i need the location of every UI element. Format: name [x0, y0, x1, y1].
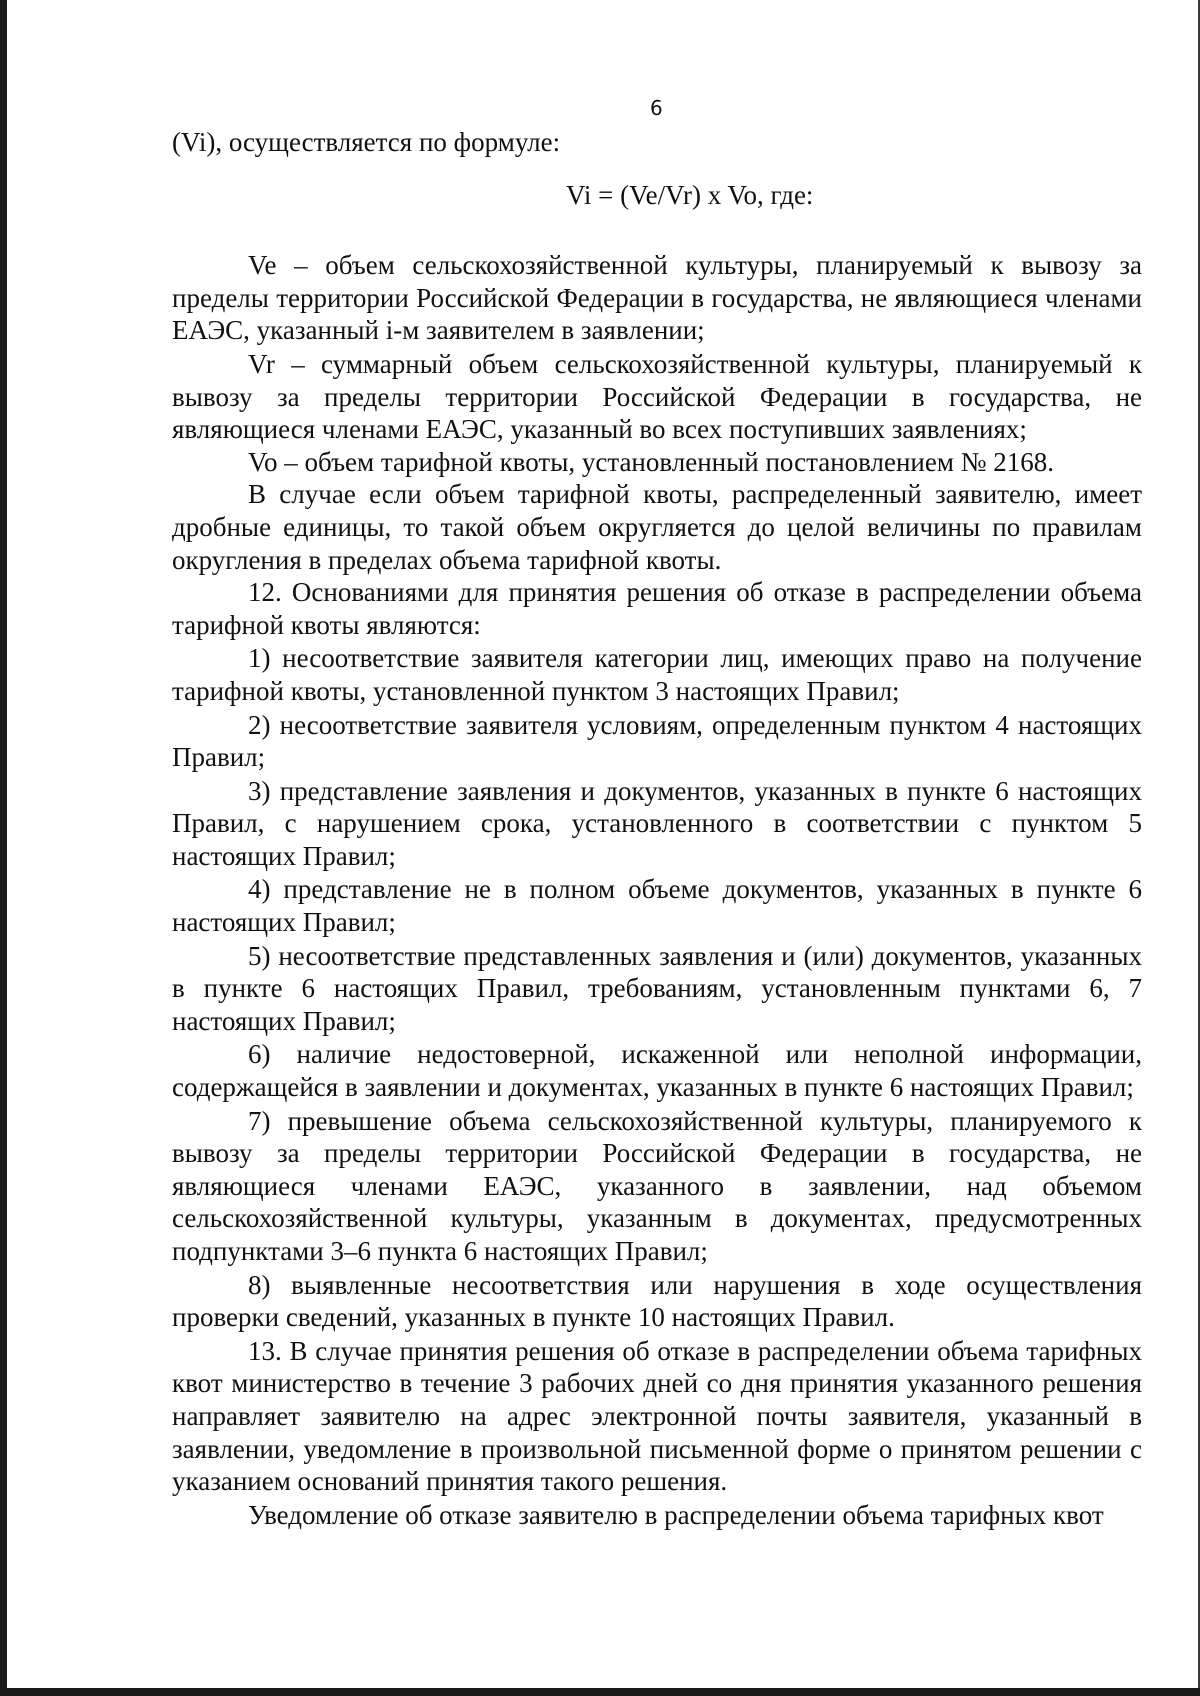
- paragraph-vo-definition: Vo – объем тарифной квоты, установленный постановлением № 2168.: [248, 446, 1054, 477]
- scan-edge-left: [0, 0, 7, 1696]
- list-item-4: 4) представление не в полном объеме документов, указанных в пункте 6 настоящих Правил;: [172, 874, 1142, 938]
- list-item-8: 8) выявленные несоответствия или нарушения в ходе осуществления проверки сведений, указанных в пункте 10 настоящих Правил.: [172, 1269, 1142, 1333]
- page-number: 6: [650, 96, 663, 120]
- document-body: [172, 126, 1142, 1531]
- paragraph-intro: (Vi), осуществляется по формуле:: [172, 127, 561, 157]
- list-item-5: 5) несоответствие представленных заявления и (или) документов, указанных в пункте 6 настоящих Правил, требованиям, установленным пунктами 6, 7 настоящих Правил;: [172, 940, 1142, 1036]
- paragraph-notice: Уведомление об отказе заявителю в распределении объема тарифных квот: [248, 1499, 1104, 1530]
- list-item-7: 7) превышение объема сельскохозяйственной культуры, планируемого к вывозу за пределы территории Российской Федерации в государства, не являющиеся членами ЕАЭС, указанного в заявлении, над объемом сельскохозяйственной культуры, указанным в документах, предусмотренных подпунктами 3–6 пункта 6 настоящих Правил;: [172, 1105, 1142, 1266]
- paragraph-rounding: В случае если объем тарифной квоты, распределенный заявителю, имеет дробные единицы, то такой объем округляется до целой величины по правилам округления в пределах объема тарифной квоты.: [172, 479, 1142, 575]
- scan-edge-bottom: [0, 1688, 1200, 1696]
- list-item-2: 2) несоответствие заявителя условиям, определенным пунктом 4 настоящих Правил;: [172, 709, 1142, 773]
- paragraph-ve-definition: Ve – объем сельскохозяйственной культуры, планируемый к вывозу за пределы территории Российской Федерации в государства, не являющиеся членами ЕАЭС, указанный i-м заявителем в заявлении;: [172, 250, 1142, 346]
- list-item-6: 6) наличие недостоверной, искаженной или неполной информации, содержащейся в заявлении и документах, указанных в пункте 6 настоящих Правил;: [172, 1039, 1142, 1103]
- paragraph-clause-13: 13. В случае принятия решения об отказе в распределении объема тарифных квот министерство в течение 3 рабочих дней со дня принятия указанного решения направляет заявителю на адрес электронной почты заявителя, указанный в заявлении, уведомление в произвольной письменной форме о принятом решении с указанием оснований принятия такого решения.: [172, 1335, 1142, 1497]
- paragraph-clause-12: 12. Основаниями для принятия решения об отказе в распределении объема тарифной квоты являются:: [172, 577, 1142, 640]
- list-item-3: 3) представление заявления и документов, указанных в пункте 6 настоящих Правил, с нарушением срока, установленного в соответствии с пунктом 5 настоящих Правил;: [172, 775, 1142, 871]
- formula: Vi = (Ve/Vr) x Vo, где:: [566, 179, 814, 210]
- list-item-1: 1) несоответствие заявителя категории лиц, имеющих право на получение тарифной квоты, установленной пунктом 3 настоящих Правил;: [172, 643, 1142, 706]
- paragraph-vr-definition: Vr – суммарный объем сельскохозяйственной культуры, планируемый к вывозу за пределы территории Российской Федерации в государства, не являющиеся членами ЕАЭС, указанный во всех поступивших заявлениях;: [172, 348, 1142, 445]
